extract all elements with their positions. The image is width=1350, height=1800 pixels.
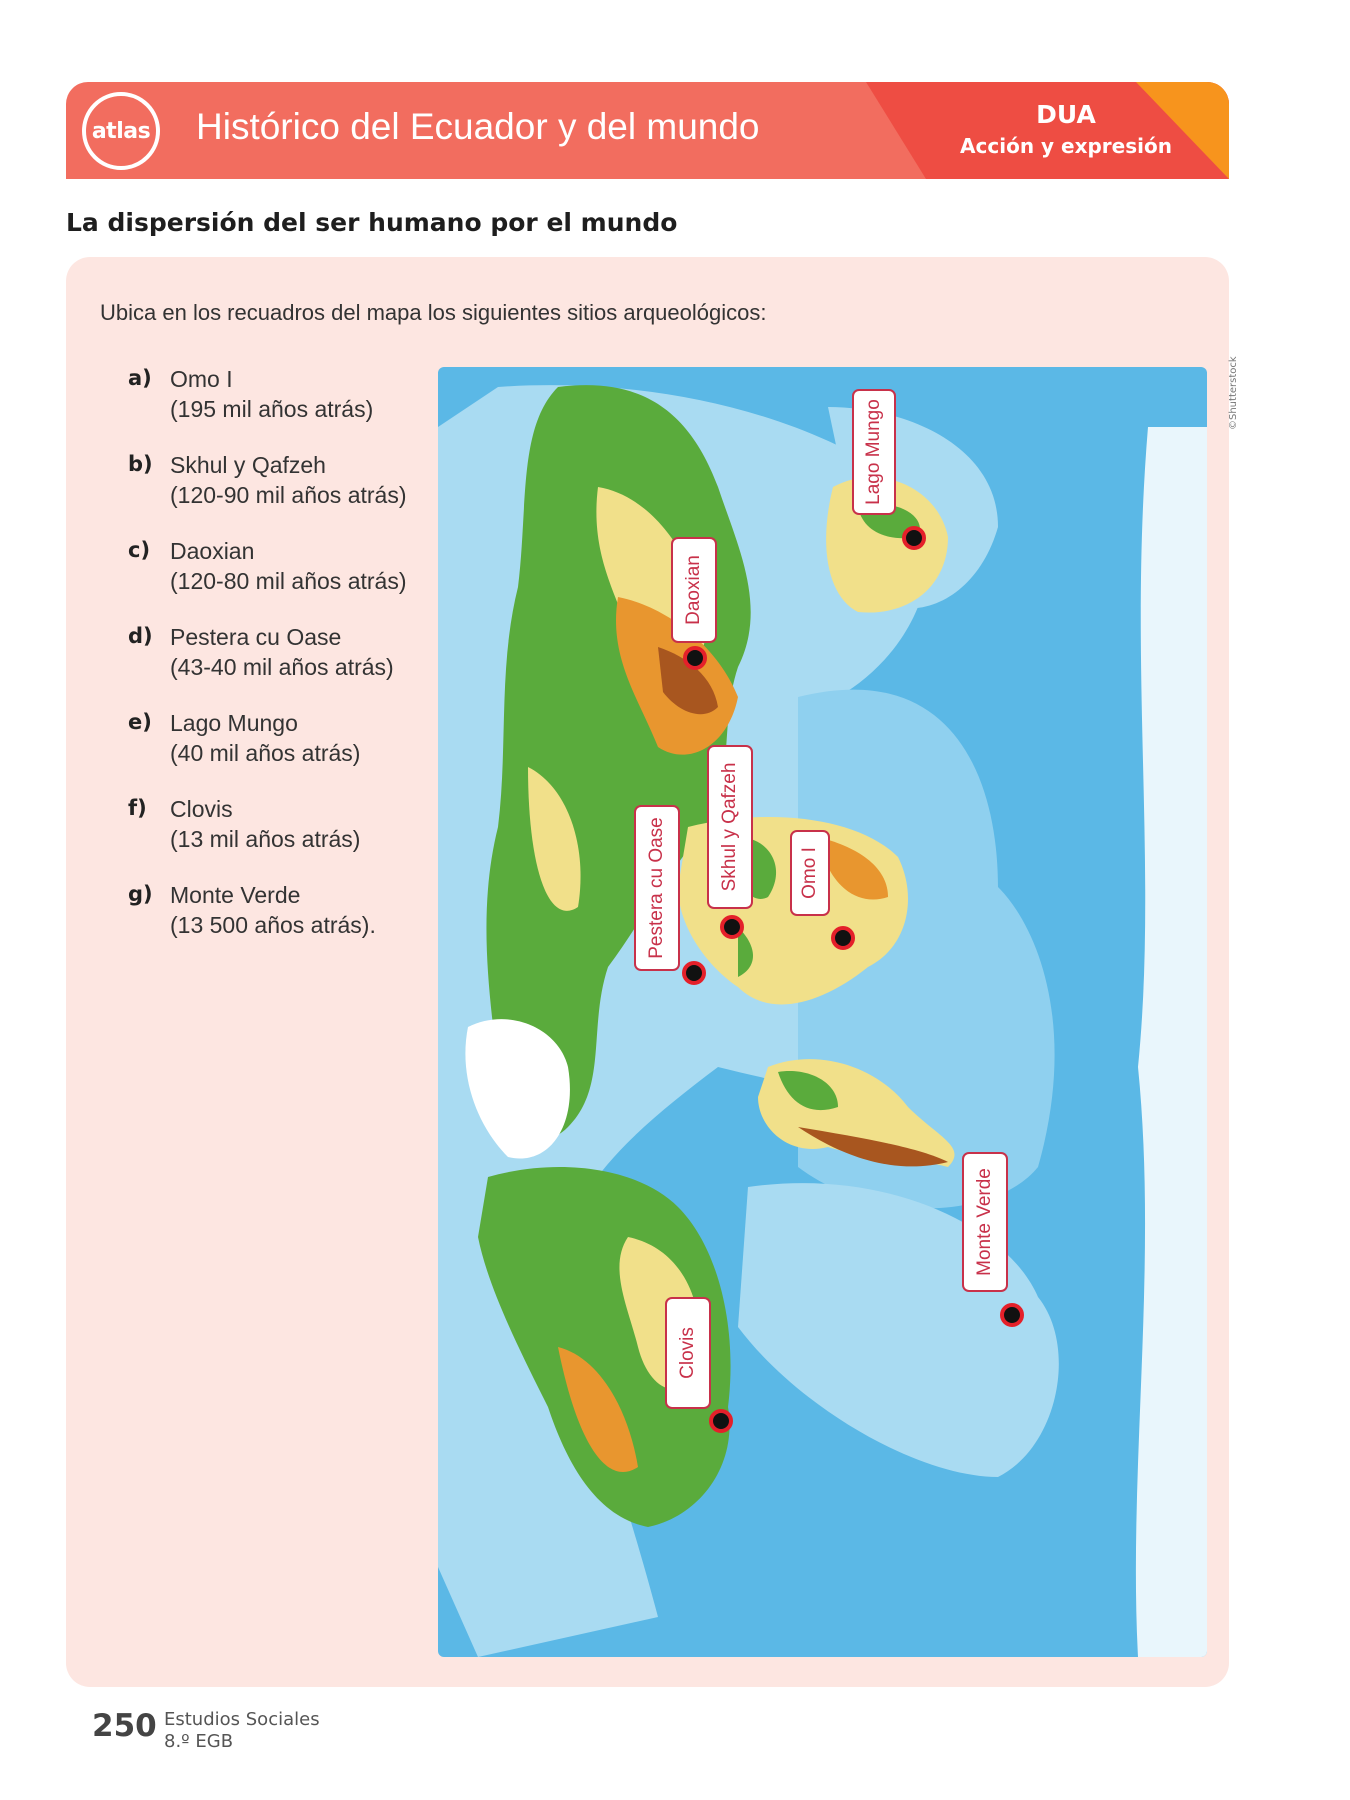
site-name: Daoxian: [170, 538, 255, 564]
site-marker: [831, 926, 855, 950]
site-marker: [683, 646, 707, 670]
label-pestera[interactable]: [634, 805, 680, 971]
label-text: Pestera cu Oase: [646, 817, 667, 959]
list-item: [128, 710, 428, 796]
label-daoxian[interactable]: [671, 537, 717, 643]
page-title: Histórico del Ecuador y del mundo: [196, 106, 760, 147]
site-name: Skhul y Qafzeh: [170, 452, 326, 478]
site-date: (120-80 mil años atrás): [170, 568, 407, 594]
antarctic-edge: [1136, 427, 1207, 1657]
atlas-logo: [82, 92, 160, 170]
site-date: (195 mil años atrás): [170, 396, 374, 422]
site-date: (13 mil años atrás): [170, 826, 361, 852]
site-name: Lago Mungo: [170, 710, 298, 736]
label-text: Clovis: [677, 1327, 698, 1379]
site-name: Pestera cu Oase: [170, 624, 342, 650]
label-text: Omo I: [799, 847, 820, 899]
dua-subtitle: Acción y expresión: [960, 134, 1172, 158]
label-lago-mungo[interactable]: [852, 389, 896, 515]
site-date: (13 500 años atrás).: [170, 912, 376, 938]
site-marker: [1000, 1303, 1024, 1327]
label-monte-verde[interactable]: [962, 1152, 1008, 1292]
world-map: [438, 367, 1207, 1657]
list-item: [128, 882, 428, 968]
item-letter: g): [128, 882, 153, 906]
label-text: Daoxian: [683, 555, 704, 625]
label-text: Lago Mungo: [863, 399, 884, 505]
list-item: [128, 452, 428, 538]
site-date: (43-40 mil años atrás): [170, 654, 394, 680]
list-item: [128, 366, 428, 452]
page-number: 250: [92, 1708, 157, 1744]
list-item: [128, 796, 428, 882]
site-marker: [682, 961, 706, 985]
site-date: (40 mil años atrás): [170, 740, 361, 766]
header-banner: [66, 82, 1229, 179]
site-list: [128, 366, 428, 968]
footer-grade: 8.º EGB: [164, 1731, 234, 1752]
dua-title: DUA: [1036, 100, 1096, 129]
site-name: Omo I: [170, 366, 233, 392]
list-item: [128, 624, 428, 710]
logo-text: atlas: [91, 118, 151, 144]
site-name: Clovis: [170, 796, 233, 822]
list-item: [128, 538, 428, 624]
map-graphic: [438, 367, 1207, 1657]
item-letter: b): [128, 452, 153, 476]
item-letter: f): [128, 796, 147, 820]
item-letter: c): [128, 538, 151, 562]
site-marker: [709, 1409, 733, 1433]
footer-subject: Estudios Sociales: [164, 1709, 320, 1730]
site-marker: [720, 915, 744, 939]
site-name: Monte Verde: [170, 882, 301, 908]
section-title: La dispersión del ser humano por el mundo: [66, 208, 678, 237]
item-letter: a): [128, 366, 152, 390]
instruction-text: Ubica en los recuadros del mapa los siguientes sitios arqueológicos:: [100, 300, 767, 325]
site-marker: [902, 526, 926, 550]
item-letter: e): [128, 710, 152, 734]
site-date: (120-90 mil años atrás): [170, 482, 407, 508]
label-text: Monte Verde: [974, 1168, 995, 1276]
label-skhul[interactable]: [707, 745, 753, 909]
label-clovis[interactable]: [665, 1297, 711, 1409]
label-omo[interactable]: [790, 830, 830, 916]
image-credit: ©Shutterstock: [1228, 356, 1239, 430]
item-letter: d): [128, 624, 153, 648]
label-text: Skhul y Qafzeh: [719, 762, 740, 892]
